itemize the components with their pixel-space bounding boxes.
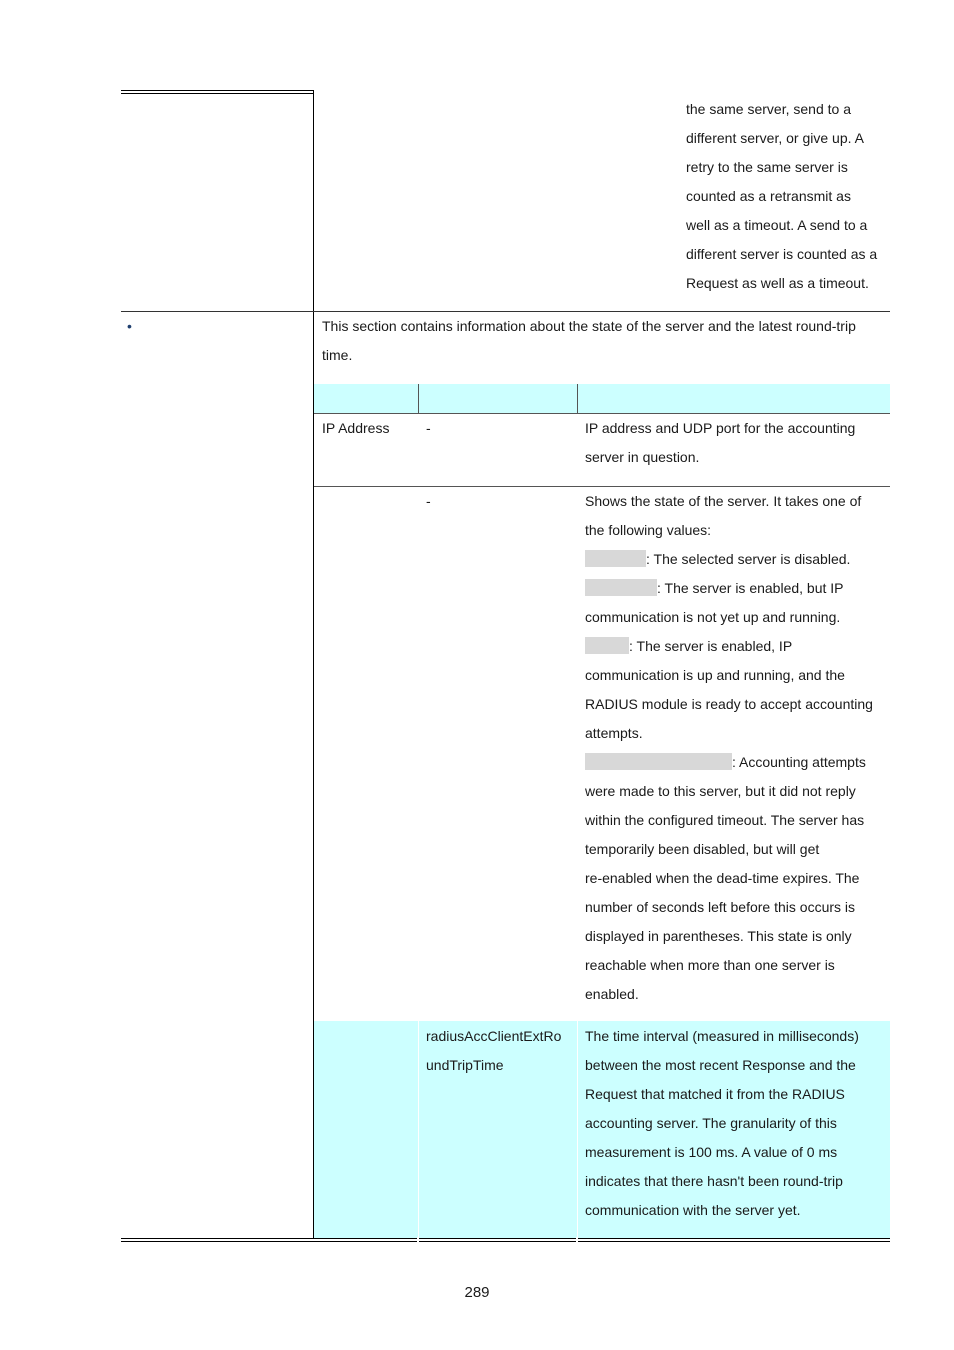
text-line: counted as a retransmit as bbox=[686, 188, 851, 204]
section-intro bbox=[322, 312, 856, 370]
text-line: The time interval (measured in milliseconds) bbox=[585, 1028, 859, 1044]
ip-address-name: IP Address bbox=[322, 420, 390, 436]
rtt-row-divider bbox=[418, 1021, 419, 1238]
state-value-3 bbox=[585, 632, 873, 661]
subtable-header bbox=[314, 384, 890, 413]
text-line: different server is counted as a bbox=[686, 246, 878, 262]
text-line: retry to the same server is bbox=[686, 159, 848, 175]
redacted-highlight bbox=[585, 550, 646, 567]
state-value-4 bbox=[585, 748, 873, 777]
subtable-header-divider bbox=[577, 384, 578, 413]
redacted-highlight bbox=[585, 753, 732, 770]
text-line: measurement is 100 ms. A value of 0 ms bbox=[585, 1144, 838, 1160]
table-top-rule bbox=[121, 93, 314, 94]
state-value-2 bbox=[585, 574, 873, 603]
text-line: radiusAccClientExtRo bbox=[426, 1028, 562, 1044]
ip-address-description bbox=[585, 414, 855, 472]
bullet: • bbox=[127, 318, 132, 334]
text-line: communication with the server yet. bbox=[585, 1202, 801, 1218]
state-mib: - bbox=[426, 493, 431, 509]
text-line: the following values: bbox=[585, 522, 712, 538]
rtt-mib bbox=[426, 1022, 561, 1080]
state-value-1 bbox=[585, 545, 873, 574]
text-line: were made to this server, but it did not reply bbox=[585, 783, 856, 799]
text-line: This section contains information about the state of the server and the latest round-trip bbox=[322, 318, 856, 334]
text-line: undTripTime bbox=[426, 1057, 504, 1073]
text-line: time. bbox=[322, 347, 353, 363]
text-line: well as a timeout. A send to a bbox=[686, 217, 868, 233]
text-line: between the most recent Response and the bbox=[585, 1057, 856, 1073]
state-value-text: : Accounting attempts bbox=[732, 754, 866, 770]
state-description bbox=[585, 487, 873, 1009]
text-line: Shows the state of the server. It takes one of bbox=[585, 493, 862, 509]
text-line: server in question. bbox=[585, 449, 700, 465]
text-line: re-enabled when the dead-time expires. The bbox=[585, 870, 860, 886]
text-line: displayed in parentheses. This state is only bbox=[585, 928, 852, 944]
text-line: accounting server. The granularity of this bbox=[585, 1115, 837, 1131]
page-number: 289 bbox=[464, 1284, 490, 1301]
subtable-header-divider bbox=[418, 384, 419, 413]
state-value-text: : The server is enabled, IP bbox=[629, 638, 793, 654]
text-line: communication is not yet up and running. bbox=[585, 609, 841, 625]
text-line: different server, or give up. A bbox=[686, 130, 864, 146]
text-line: RADIUS module is ready to accept accounting bbox=[585, 696, 873, 712]
redacted-highlight bbox=[585, 579, 657, 596]
text-line: the same server, send to a bbox=[686, 101, 851, 117]
table-top-rule bbox=[121, 90, 314, 91]
text-line: reachable when more than one server is bbox=[585, 957, 835, 973]
text-line: IP address and UDP port for the accounting bbox=[585, 420, 856, 436]
text-line: within the configured timeout. The server has bbox=[585, 812, 865, 828]
ip-address-mib: - bbox=[426, 420, 431, 436]
text-line: attempts. bbox=[585, 725, 643, 741]
bottom-rule-gap bbox=[576, 1237, 578, 1243]
table-bottom-rule bbox=[121, 1241, 890, 1242]
top-cell-text bbox=[686, 95, 877, 298]
text-line: enabled. bbox=[585, 986, 639, 1002]
state-value-text: : The selected server is disabled. bbox=[646, 551, 851, 567]
text-line: Request as well as a timeout. bbox=[686, 275, 869, 291]
rtt-description bbox=[585, 1022, 859, 1225]
rtt-row-divider bbox=[577, 1021, 578, 1238]
table-bottom-rule bbox=[121, 1238, 890, 1239]
bottom-rule-gap bbox=[417, 1237, 419, 1243]
state-value-text: : The server is enabled, but IP bbox=[657, 580, 844, 596]
text-line: temporarily been disabled, but will get bbox=[585, 841, 820, 857]
redacted-highlight bbox=[585, 637, 629, 654]
text-line: number of seconds left before this occurs is bbox=[585, 899, 856, 915]
text-line: communication is up and running, and the bbox=[585, 667, 845, 683]
text-line: Request that matched it from the RADIUS bbox=[585, 1086, 845, 1102]
text-line: indicates that there hasn't been round-trip bbox=[585, 1173, 843, 1189]
